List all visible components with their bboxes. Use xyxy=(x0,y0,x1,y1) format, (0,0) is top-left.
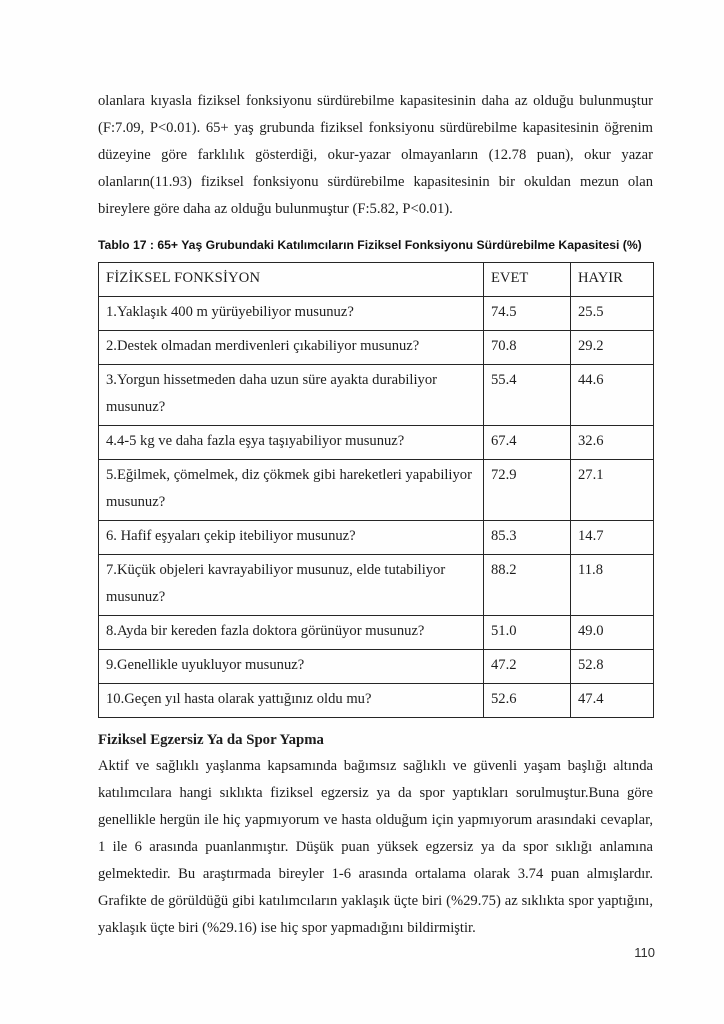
yes-value-cell: 88.2 xyxy=(484,555,571,616)
intro-paragraph: olanlara kıyasla fiziksel fonksiyonu sürdürebilme kapasitesinin daha az olduğu bulunmuştur (F:7.09, P<0.01). 65+ yaş grubunda fiziksel fonksiyonu sürdürebilme kapasitesinin öğrenim düzeyine göre farklılık gösterdiği, okur-yazar olmayanların (12.78 puan), okur yazar olanların(11.93) fiziksel fonksiyonu sürdürebilme kapasitesinin bir okuldan mezun olan bireylere göre daha az olduğu bulunmuştur (F:5.82, P<0.01). xyxy=(98,93,653,217)
table-row xyxy=(99,521,654,555)
yes-value-cell: 52.6 xyxy=(484,684,571,718)
table-row xyxy=(99,460,654,521)
yes-value-cell: 47.2 xyxy=(484,650,571,684)
no-value-cell: 27.1 xyxy=(571,460,654,521)
no-value-cell: 25.5 xyxy=(571,297,654,331)
table-row xyxy=(99,297,654,331)
no-value-cell: 32.6 xyxy=(571,426,654,460)
question-cell: 2.Destek olmadan merdivenleri çıkabiliyor musunuz? xyxy=(99,331,484,365)
table-row xyxy=(99,331,654,365)
yes-value-cell: 72.9 xyxy=(484,460,571,521)
section-heading: Fiziksel Egzersiz Ya da Spor Yapma xyxy=(98,732,324,748)
no-value-cell: 29.2 xyxy=(571,331,654,365)
no-value-cell: 49.0 xyxy=(571,616,654,650)
question-cell: 4.4-5 kg ve daha fazla eşya taşıyabiliyor musunuz? xyxy=(99,426,484,460)
yes-value-cell: 74.5 xyxy=(484,297,571,331)
yes-value-cell: 85.3 xyxy=(484,521,571,555)
no-value-cell: 11.8 xyxy=(571,555,654,616)
question-cell: 3.Yorgun hissetmeden daha uzun süre ayakta durabiliyor musunuz? xyxy=(99,365,484,426)
no-value-cell: 44.6 xyxy=(571,365,654,426)
table-row xyxy=(99,650,654,684)
page-number: 110 xyxy=(634,945,655,960)
question-cell: 10.Geçen yıl hasta olarak yattığınız oldu mu? xyxy=(99,684,484,718)
question-cell: 5.Eğilmek, çömelmek, diz çökmek gibi hareketleri yapabiliyor musunuz? xyxy=(99,460,484,521)
question-cell: 1.Yaklaşık 400 m yürüyebiliyor musunuz? xyxy=(99,297,484,331)
no-value-cell: 52.8 xyxy=(571,650,654,684)
column-header-fiziksel-fonksiyon: FİZİKSEL FONKSİYON xyxy=(99,263,484,297)
column-header-hayir: HAYIR xyxy=(571,263,654,297)
table-caption: Tablo 17 : 65+ Yaş Grubundaki Katılımcıların Fiziksel Fonksiyonu Sürdürebilme Kapasitesi (%) xyxy=(98,238,642,252)
yes-value-cell: 67.4 xyxy=(484,426,571,460)
section-paragraph: Aktif ve sağlıklı yaşlanma kapsamında bağımsız sağlıklı ve güvenli yaşam başlığı altında katılımcılara hangi sıklıkta fiziksel egzersiz ya da spor yaptıkları sorulmuştur.Buna göre genellikle hergün ile hiç yapmıyorum ve hasta olduğum için yapmıyorum arasındaki cevaplar, 1 ile 6 arasında puanlanmıştır. Düşük puan yüksek egzersiz ya da spor sıklığı anlamına gelmektedir. Bu araştırmada bireyler 1-6 arasında ortalama olarak 3.74 puan almışlardır. Grafikte de görüldüğü gibi katılımcıların yaklaşık üçte biri (%29.75) az sıklıkta spor yaptığını, yaklaşık üçte biri (%29.16) ise hiç spor yapmadığını bildirmiştir. xyxy=(98,758,653,936)
table-header-row xyxy=(99,263,654,297)
column-header-evet: EVET xyxy=(484,263,571,297)
table-row xyxy=(99,365,654,426)
question-cell: 7.Küçük objeleri kavrayabiliyor musunuz, elde tutabiliyor musunuz? xyxy=(99,555,484,616)
physical-function-table xyxy=(98,262,654,718)
yes-value-cell: 55.4 xyxy=(484,365,571,426)
yes-value-cell: 70.8 xyxy=(484,331,571,365)
question-cell: 8.Ayda bir kereden fazla doktora görünüyor musunuz? xyxy=(99,616,484,650)
table-row xyxy=(99,616,654,650)
table-row xyxy=(99,426,654,460)
table-row xyxy=(99,555,654,616)
question-cell: 9.Genellikle uyukluyor musunuz? xyxy=(99,650,484,684)
no-value-cell: 14.7 xyxy=(571,521,654,555)
no-value-cell: 47.4 xyxy=(571,684,654,718)
question-cell: 6. Hafif eşyaları çekip itebiliyor musunuz? xyxy=(99,521,484,555)
table-row xyxy=(99,684,654,718)
yes-value-cell: 51.0 xyxy=(484,616,571,650)
